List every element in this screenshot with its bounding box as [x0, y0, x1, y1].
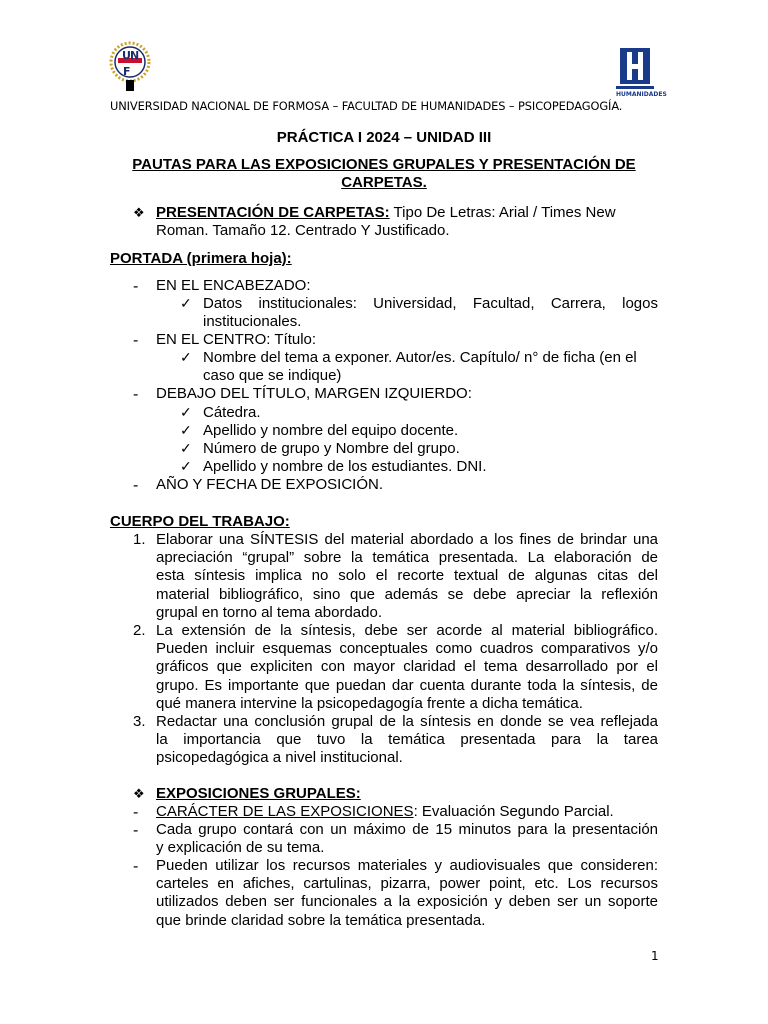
page-title: PRÁCTICA I 2024 – UNIDAD III [276, 129, 492, 146]
portada-item-3-sub: Apellido y nombre del equipo docente. [203, 422, 459, 439]
svg-text:HUMANIDADES: HUMANIDADES [616, 91, 667, 98]
text-line: psicopedagógica a nivel institucional. [156, 749, 403, 767]
institution-header: UNIVERSIDAD NACIONAL DE FORMOSA – FACULTAD DE HUMANIDADES – PSICOPEDAGOGÍA. [110, 99, 623, 113]
text-line: y explicación de su tema. [156, 839, 325, 857]
text-line: que brinde claridad sobre la temática presentada. [156, 911, 486, 929]
text-line: apreciación “grupal” sobre la temática presentada. La elaboración de [156, 549, 658, 567]
check-icon: ✓ [180, 440, 192, 456]
svg-text:U: U [122, 49, 131, 62]
presentacion-label: PRESENTACIÓN DE CARPETAS: [156, 204, 390, 221]
text-line: la importancia que tuvo la temática presentada para la tarea [156, 731, 658, 749]
diamond-bullet-icon: ❖ [133, 205, 145, 220]
cuerpo-item-2 [156, 622, 658, 713]
text-line: material bibliográfico, sino que además se debe apreciar la reflexión [156, 585, 658, 603]
text-line: carteles en afiches, cartulinas, pizarra, power point, etc. Los recursos [156, 875, 658, 893]
svg-text:F: F [123, 65, 131, 78]
caracter-text: : Evaluación Segundo Parcial. [413, 803, 614, 820]
list-number: 2. [133, 622, 146, 639]
humanidades-logo [616, 48, 667, 98]
cuerpo-item-3 [156, 713, 658, 768]
portada-item-4: AÑO Y FECHA DE EXPOSICIÓN. [156, 476, 384, 493]
dash-bullet: - [133, 278, 139, 295]
exposiciones-item-1 [156, 803, 614, 821]
check-icon: ✓ [180, 295, 192, 311]
caracter-label: CARÁCTER DE LAS EXPOSICIONES [156, 803, 414, 820]
portada-item-2: EN EL CENTRO: Título: [156, 331, 317, 348]
svg-text:N: N [130, 49, 140, 62]
list-number: 1. [133, 531, 146, 548]
check-icon: ✓ [180, 404, 192, 420]
page-subtitle: PAUTAS PARA LAS EXPOSICIONES GRUPALES Y PRESENTACIÓN DE CARPETAS. [132, 156, 636, 191]
text-line: La extensión de la síntesis, debe ser acorde al material bibliográfico. [156, 622, 658, 639]
dash-bullet: - [133, 386, 139, 403]
portada-item-3-sub: Apellido y nombre de los estudiantes. DNI. [203, 458, 487, 475]
check-icon: ✓ [180, 349, 192, 365]
dash-bullet: - [133, 804, 139, 821]
text-line: grupo. Es importante que puedan dar cuenta durante toda la síntesis, de [156, 676, 658, 694]
text-line: grupal en torno al tema abordado. [156, 603, 382, 621]
presentacion-line1 [156, 204, 658, 222]
exposiciones-item-2 [156, 821, 658, 857]
text-line: Pueden utilizar los recursos materiales y audiovisuales que consideren: [156, 857, 658, 874]
text-line: qué manera intervine la psicopedagogía frente a dicha temática. [156, 694, 583, 712]
dash-bullet: - [133, 332, 139, 349]
text-line: esta síntesis implica no solo el recorte textual de algunas citas del [156, 567, 658, 585]
portada-item-3-sub: Número de grupo y Nombre del grupo. [203, 440, 460, 457]
text-line: Cada grupo contará con un máximo de 15 minutos para la presentación [156, 821, 658, 838]
unaf-logo [108, 40, 152, 92]
presentacion-text1: Tipo De Letras: Arial / Times New [389, 204, 616, 221]
text-line: Elaborar una SÍNTESIS del material abordado a los fines de brindar una [156, 531, 658, 548]
list-number: 3. [133, 713, 146, 730]
portada-item-3: DEBAJO DEL TÍTULO, MARGEN IZQUIERDO: [156, 385, 472, 402]
portada-item-2-sub-l1: Nombre del tema a exponer. Autor/es. Capítulo/ n° de ficha (en el [203, 349, 637, 366]
check-icon: ✓ [180, 458, 192, 474]
check-icon: ✓ [180, 422, 192, 438]
cuerpo-heading: CUERPO DEL TRABAJO: [110, 513, 290, 530]
exposiciones-heading: EXPOSICIONES GRUPALES: [156, 785, 361, 802]
presentacion-text2: Roman. Tamaño 12. Centrado Y Justificado. [156, 222, 450, 239]
portada-item-1-sub-l1: Datos institucionales: Universidad, Facultad, Carrera, logos [203, 295, 658, 312]
cuerpo-item-1 [156, 531, 658, 622]
text-line: Redactar una conclusión grupal de la síntesis en donde se vea reflejada [156, 713, 658, 730]
portada-heading: PORTADA (primera hoja): [110, 250, 292, 267]
dash-bullet: - [133, 822, 139, 839]
dash-bullet: - [133, 477, 139, 494]
exposiciones-item-3 [156, 857, 658, 930]
diamond-bullet-icon: ❖ [133, 786, 145, 801]
portada-item-2-sub-l2: caso que se indique) [203, 367, 342, 384]
text-line: Pueden incluir esquemas conceptuales como cuadros comparativos y/o [156, 640, 658, 658]
text-line: utilizados deben ser funcionales a la exposición y deben ser un soporte [156, 893, 658, 911]
dash-bullet: - [133, 858, 139, 875]
text-line: gráficos que expliciten con mayor claridad el tema desarrollado por el [156, 658, 658, 676]
portada-item-1: EN EL ENCABEZADO: [156, 277, 311, 294]
portada-item-3-sub: Cátedra. [203, 404, 261, 421]
portada-item-1-sub-l2: institucionales. [203, 313, 302, 330]
page-number: 1 [651, 949, 659, 963]
